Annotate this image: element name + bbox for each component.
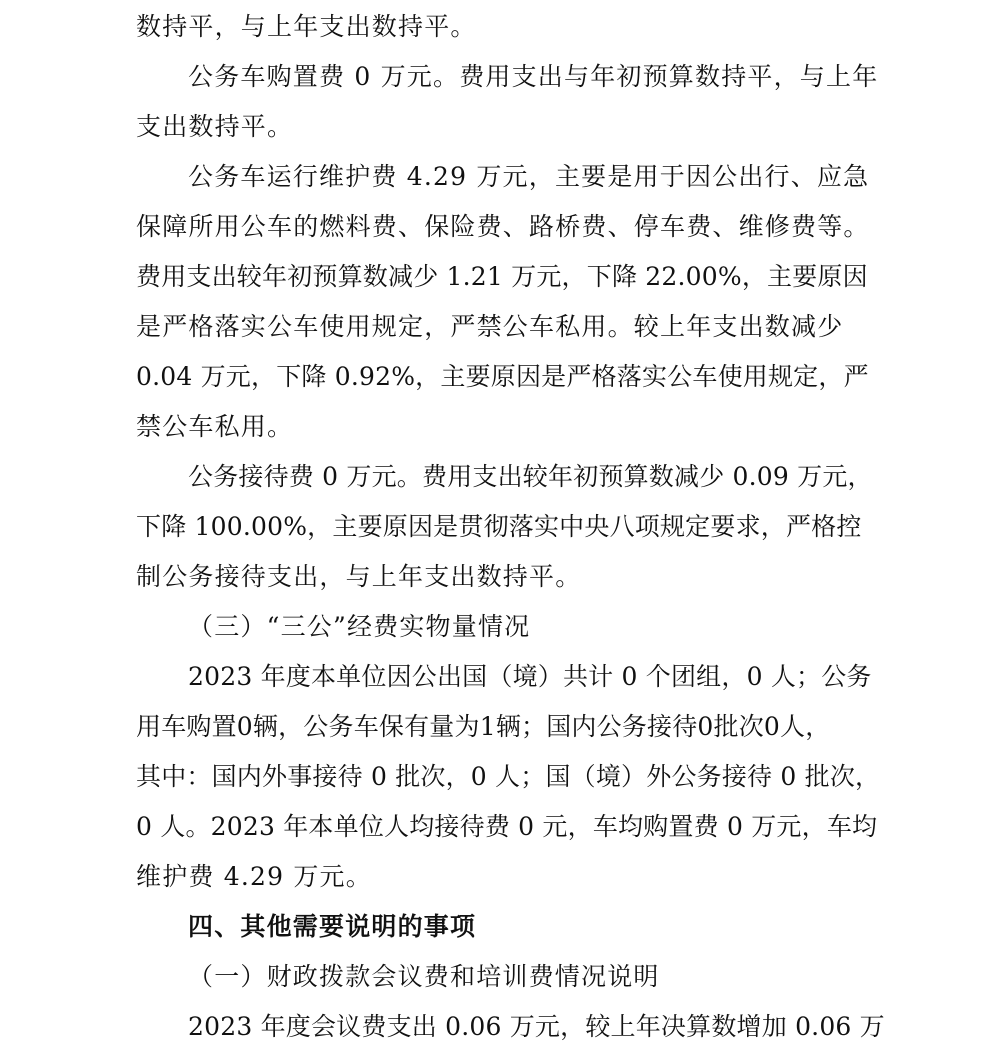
text-line: 制公务接待支出，与上年支出数持平。 xyxy=(136,562,582,591)
text-line: 公务车运行维护费 4.29 万元，主要是用于因公出行、应急 xyxy=(188,162,870,191)
text-line: 0 人。2023 年本单位人均接待费 0 元，车均购置费 0 万元，车均 xyxy=(136,812,878,841)
section-subheading: （三）“三公”经费实物量情况 xyxy=(188,612,531,641)
text-line: 下降 100.00%，主要原因是贯彻落实中央八项规定要求，严格控 xyxy=(136,512,862,541)
text-line: 费用支出较年初预算数减少 1.21 万元，下降 22.00%，主要原因 xyxy=(136,262,868,291)
text-line: 维护费 4.29 万元。 xyxy=(136,862,372,891)
text-line: 禁公车私用。 xyxy=(136,412,294,441)
text-line: 用车购置0辆，公务车保有量为1辆；国内公务接待0批次0人， xyxy=(136,712,831,741)
section-subheading: （一）财政拨款会议费和培训费情况说明 xyxy=(188,962,660,991)
text-line: 2023 年度会议费支出 0.06 万元，较上年决算数增加 0.06 万 xyxy=(188,1012,885,1041)
text-line: 保障所用公车的燃料费、保险费、路桥费、停车费、维修费等。 xyxy=(136,212,870,241)
text-line: 数持平，与上年支出数持平。 xyxy=(136,12,477,41)
text-line: 支出数持平。 xyxy=(136,112,294,141)
text-line: 0.04 万元，下降 0.92%，主要原因是严格落实公车使用规定，严 xyxy=(136,362,869,391)
text-line: 2023 年度本单位因公出国（境）共计 0 个团组，0 人；公务 xyxy=(188,662,872,691)
text-line: 是严格落实公车使用规定，严禁公车私用。较上年支出数减少 xyxy=(136,312,844,341)
section-heading: 四、其他需要说明的事项 xyxy=(188,912,477,941)
text-line: 其中：国内外事接待 0 批次，0 人；国（境）外公务接待 0 批次， xyxy=(136,762,881,791)
text-line: 公务车购置费 0 万元。费用支出与年初预算数持平，与上年 xyxy=(188,62,879,91)
text-line: 公务接待费 0 万元。费用支出较年初预算数减少 0.09 万元， xyxy=(188,462,873,491)
